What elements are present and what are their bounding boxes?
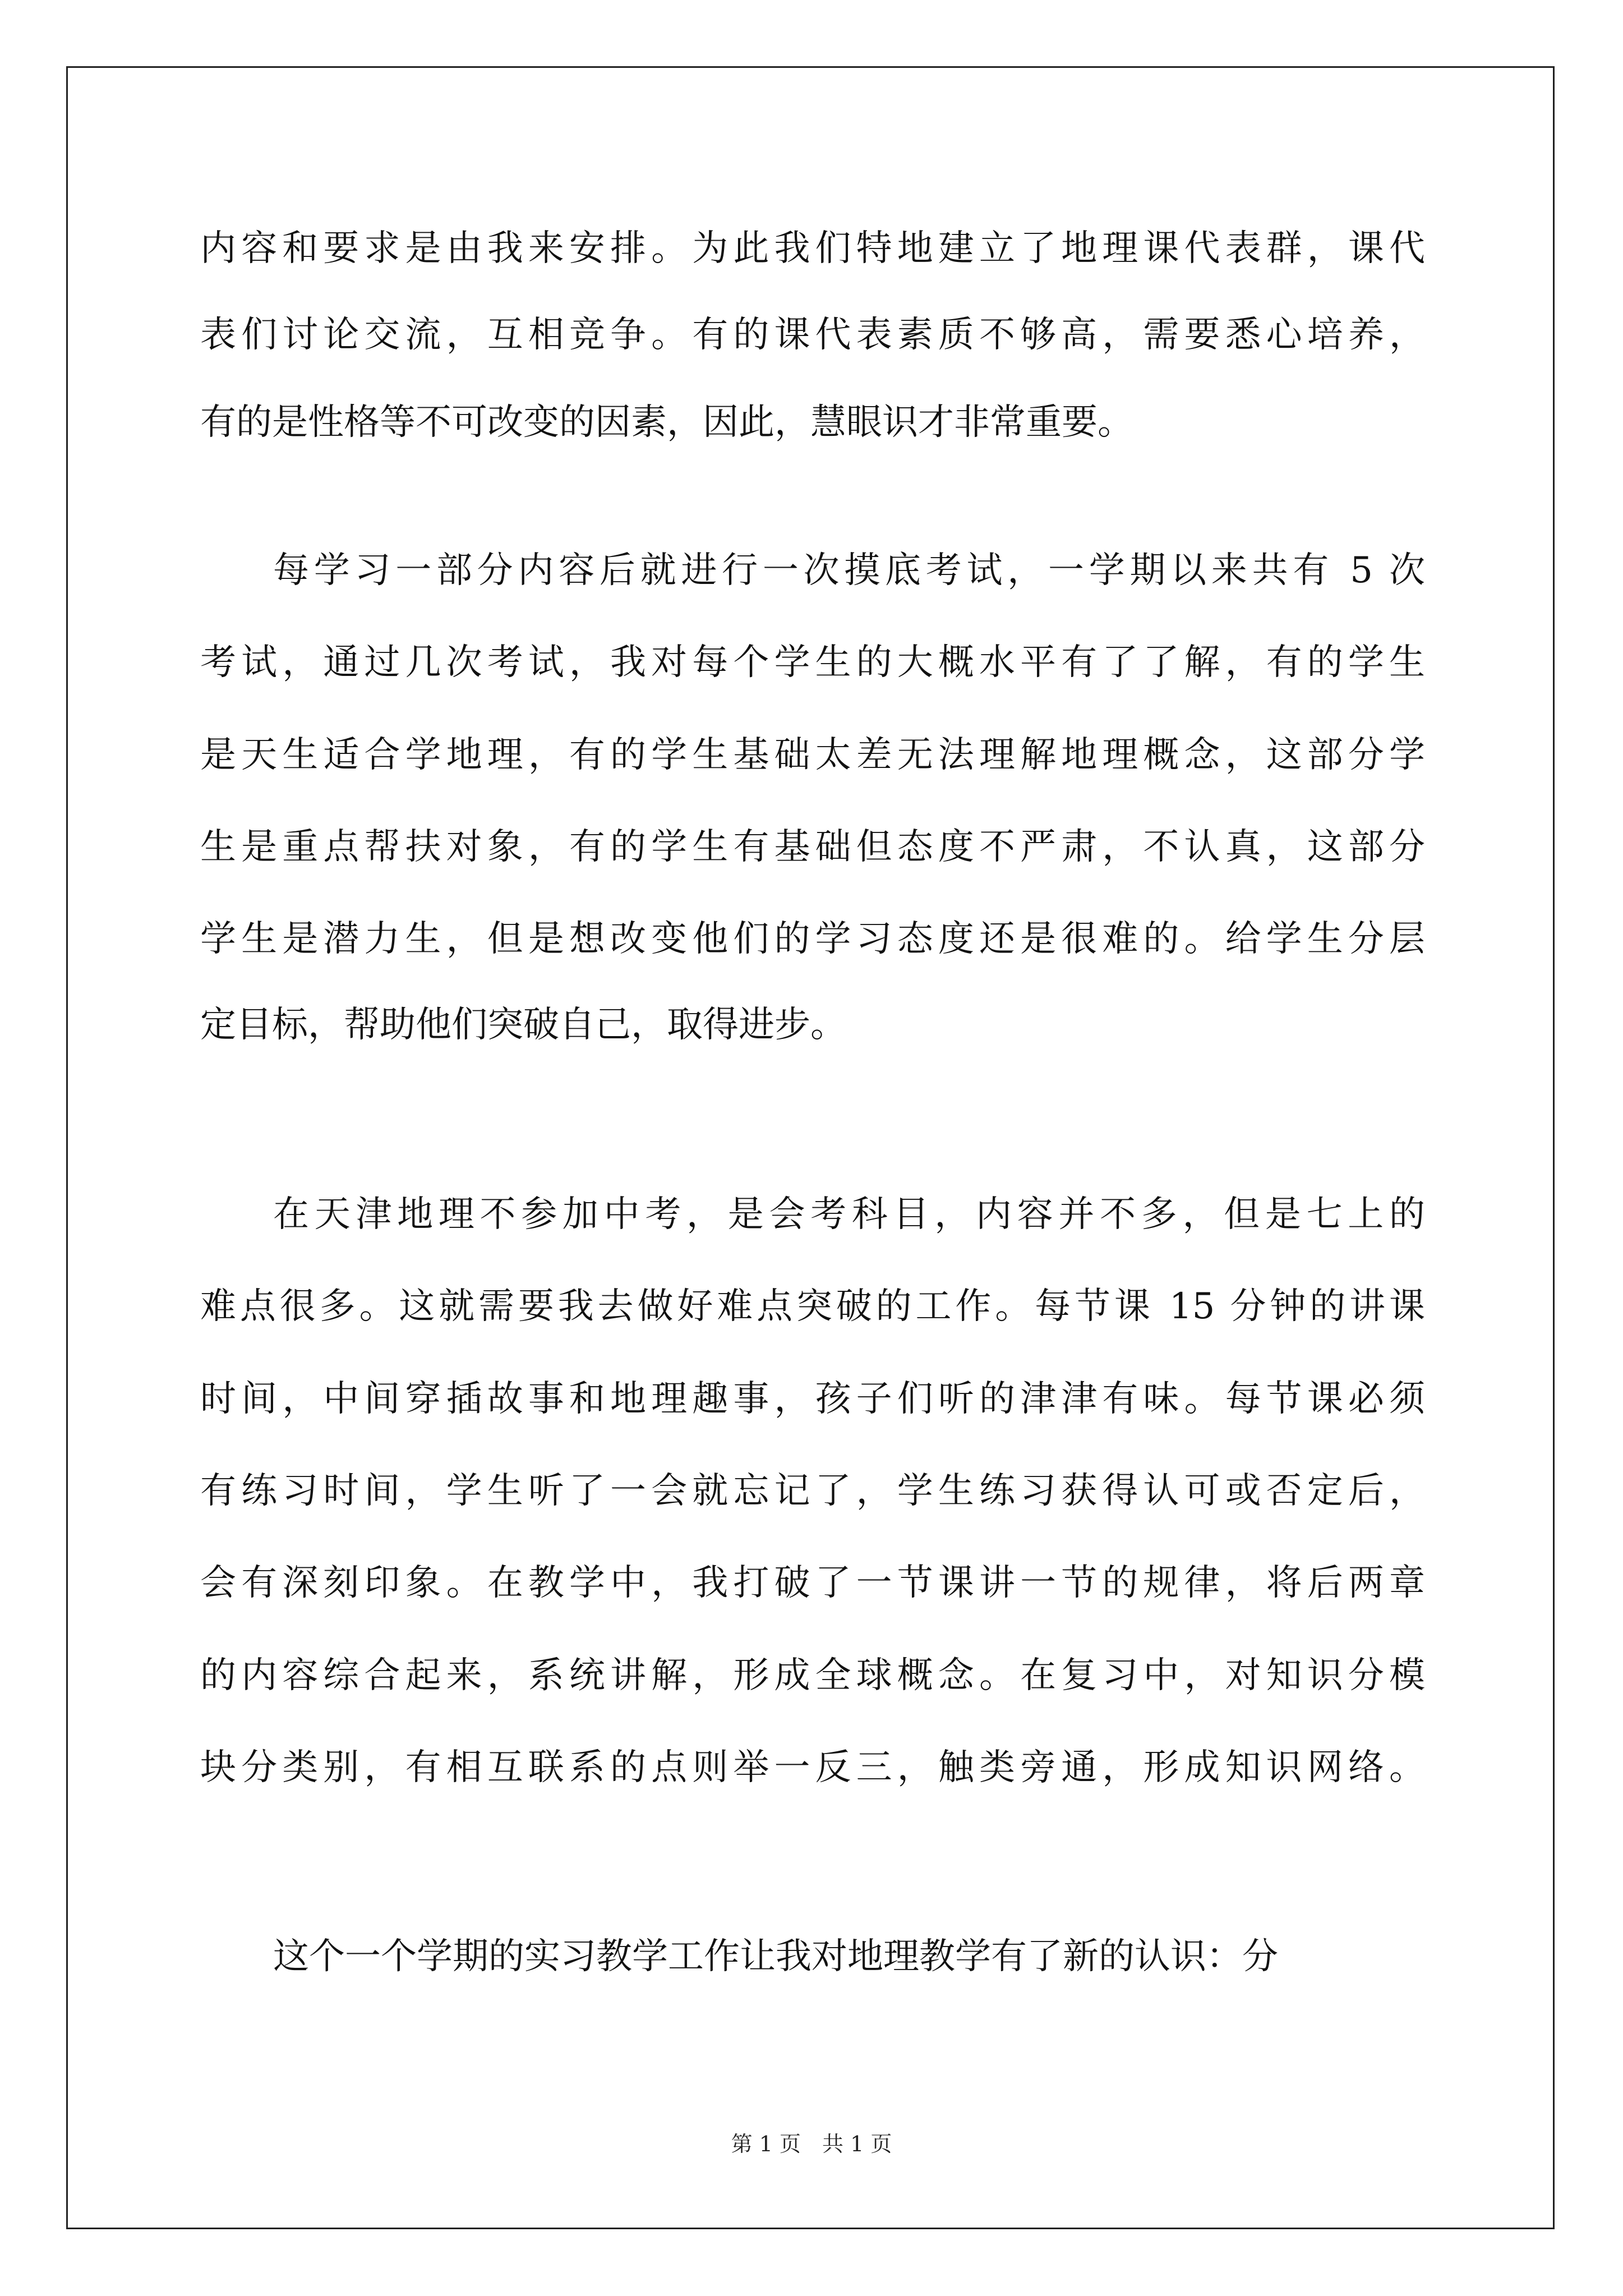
paragraph-line: 有练习时间，学生听了一会就忘记了，学生练习获得认可或否定后， (200, 1470, 1425, 1512)
paragraph-line: 在天津地理不参加中考，是会考科目，内容并不多，但是七上的 (273, 1194, 1425, 1235)
paragraph-line: 表们讨论交流，互相竞争。有的课代表素质不够高，需要悉心培养， (200, 314, 1425, 356)
paragraph-line: 定目标，帮助他们突破自己，取得进步。 (200, 1004, 846, 1046)
paragraph-line: 时间，中间穿插故事和地理趣事，孩子们听的津津有味。每节课必须 (200, 1378, 1425, 1420)
paragraph-line: 难点很多。这就需要我去做好难点突破的工作。每节课 15 分钟的讲课 (200, 1286, 1425, 1327)
paragraph-line: 考试，通过几次考试，我对每个学生的大概水平有了了解，有的学生 (200, 642, 1425, 683)
paragraph-line: 是天生适合学地理，有的学生基础太差无法理解地理概念，这部分学 (200, 734, 1425, 776)
paragraph-line: 每学习一部分内容后就进行一次摸底考试，一学期以来共有 5 次 (273, 550, 1425, 591)
paragraph-line: 会有深刻印象。在教学中，我打破了一节课讲一节的规律，将后两章 (200, 1562, 1425, 1604)
paragraph-line: 的内容综合起来，系统讲解，形成全球概念。在复习中，对知识分模 (200, 1655, 1425, 1696)
paragraph-line: 生是重点帮扶对象，有的学生有基础但态度不严肃，不认真，这部分 (200, 826, 1425, 868)
page-border (66, 66, 1555, 2229)
paragraph-line: 这个一个学期的实习教学工作让我对地理教学有了新的认识：分 (273, 1936, 1278, 1977)
paragraph-line: 学生是潜力生，但是想改变他们的学习态度还是很难的。给学生分层 (200, 918, 1425, 960)
page-footer: 第 1 页 共 1 页 (731, 2132, 892, 2156)
paragraph-line: 块分类别，有相互联系的点则举一反三，触类旁通，形成知识网络。 (200, 1747, 1425, 1788)
paragraph-line: 有的是性格等不可改变的因素，因此，慧眼识才非常重要。 (200, 402, 1133, 443)
paragraph-line: 内容和要求是由我来安排。为此我们特地建立了地理课代表群，课代 (200, 228, 1425, 269)
